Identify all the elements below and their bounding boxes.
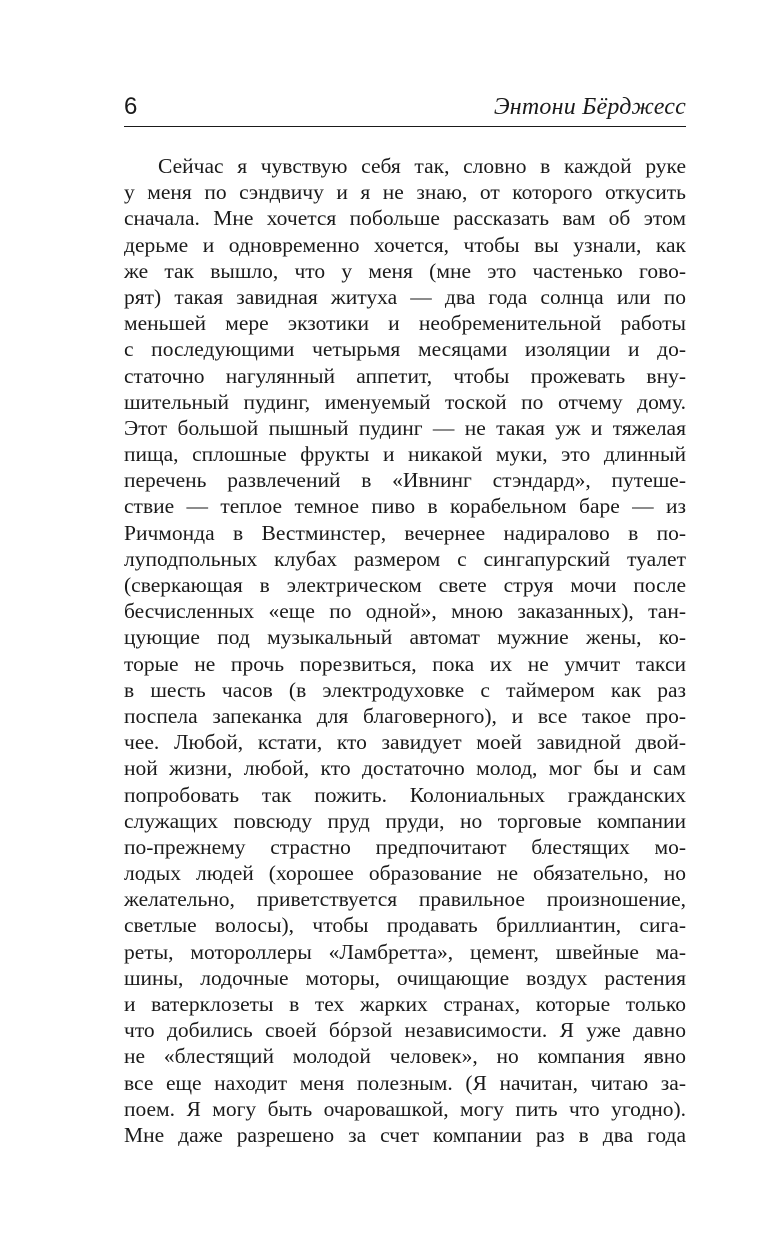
book-page: [124, 92, 686, 1148]
text-line: ствие — теплое темное пиво в корабельном баре — из: [124, 494, 686, 519]
text-line: луподпольных клубах размером с сингапурский туалет: [124, 546, 686, 571]
text-line: цующие под музыкальный автомат мужние жены, ко-: [124, 625, 686, 650]
text-line: служащих повсюду пруд пруди, но торговые компании: [124, 808, 686, 833]
text-line: и ватерклозеты в тех жарких странах, которые только: [124, 992, 686, 1016]
text-line: все еще находит меня полезным. (Я начитан, читаю за-: [124, 1070, 686, 1095]
text-line: чее. Любой, кстати, кто завидует моей завидной двой-: [124, 730, 686, 755]
running-title-author: Энтони Бёрджесс: [493, 94, 686, 120]
text-line: дерьме и одновременно хочется, чтобы вы узнали, как: [124, 232, 686, 257]
text-line: попробовать так пожить. Колониальных гражданских: [124, 782, 686, 807]
text-line: поспела запеканка для благоверного), и все такое про-: [124, 703, 686, 728]
text-line: поем. Я могу быть очаровашкой, могу пить что угодно).: [124, 1096, 686, 1121]
text-line: желательно, приветствуется правильное произношение,: [124, 887, 686, 912]
running-head: [124, 92, 686, 127]
text-line: Ричмонда в Вестминстер, вечернее надиралово в по-: [124, 520, 686, 545]
text-line: что добились своей бóрзой независимости. Я уже давно: [124, 1018, 686, 1043]
text-line: в шесть часов (в электродуховке с таймером как раз: [124, 677, 686, 702]
body-text: [124, 153, 686, 1148]
text-line: лодых людей (хорошее образование не обязательно, но: [124, 861, 686, 886]
text-line: перечень развлечений в «Ивнинг стэндард», путеше-: [124, 468, 686, 493]
text-line: торые не прочь порезвиться, пока их не умчит такси: [124, 651, 686, 676]
text-line: шины, лодочные моторы, очищающие воздух растения: [124, 965, 686, 990]
text-line: Сейчас я чувствую себя так, словно в каждой руке: [158, 154, 686, 178]
text-line: ной жизни, любой, кто достаточно молод, мог бы и сам: [124, 756, 686, 781]
text-line: статочно нагулянный аппетит, чтобы прожевать вну-: [124, 363, 686, 388]
text-line: с последующими четырьмя месяцами изоляции и до-: [124, 337, 686, 362]
text-line: же так вышло, что у меня (мне это частенько гово-: [124, 258, 686, 283]
text-line: у меня по сэндвичу и я не знаю, от которого откусить: [124, 180, 686, 205]
page-number: 6: [124, 93, 138, 120]
text-line: меньшей мере экзотики и необременительной работы: [124, 311, 686, 336]
text-line: Мне даже разрешено за счет компании раз в два года: [124, 1122, 686, 1147]
text-line: бесчисленных «еще по одной», мною заказанных), тан-: [124, 599, 686, 624]
text-line: не «блестящий молодой человек», но компания явно: [124, 1044, 686, 1069]
text-line: шительный пудинг, именуемый тоской по отчему дому.: [124, 389, 686, 414]
text-line: рят) такая завидная житуха — два года солнца или по: [124, 284, 686, 309]
text-line: (сверкающая в электрическом свете струя мочи после: [124, 573, 686, 597]
text-line: по-прежнему страстно предпочитают блестящих мо-: [124, 834, 686, 859]
text-line: реты, мотороллеры «Ламбретта», цемент, швейные ма-: [124, 939, 686, 964]
text-line: Этот большой пышный пудинг — не такая уж и тяжелая: [124, 415, 686, 440]
text-line: светлые волосы), чтобы продавать бриллиантин, сига-: [124, 913, 686, 938]
text-line: пища, сплошные фрукты и никакой муки, это длинный: [124, 442, 686, 467]
text-line: сначала. Мне хочется побольше рассказать вам об этом: [124, 206, 686, 231]
